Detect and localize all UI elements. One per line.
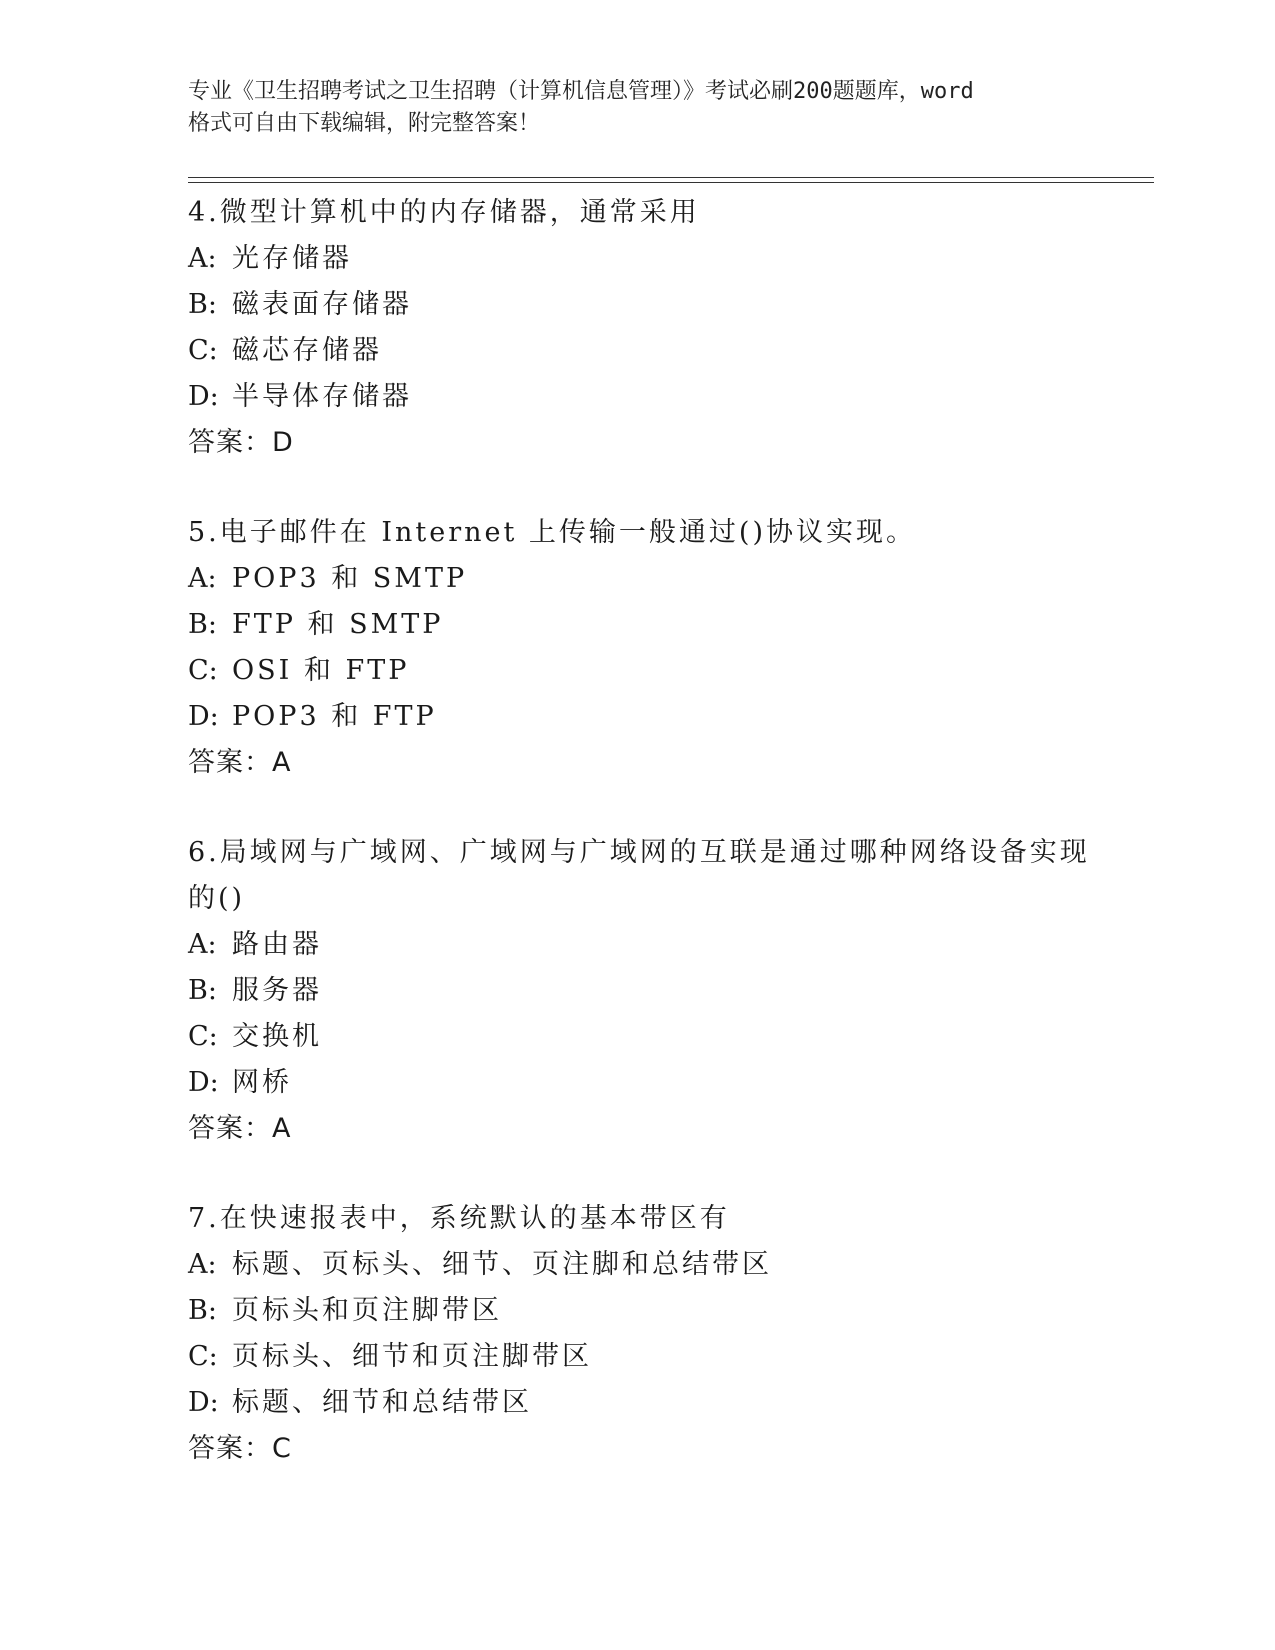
answer-text: 答案：A <box>188 747 292 778</box>
answer-text: 答案：C <box>188 1433 292 1464</box>
header-line-2: 格式可自由下载编辑，附完整答案！ <box>188 111 541 136</box>
option-text: 磁表面存储器 <box>232 289 412 320</box>
question-stem: 4.微型计算机中的内存储器，通常采用 <box>188 197 700 228</box>
option-d <box>188 374 1088 420</box>
option-key: A: <box>188 929 217 960</box>
question-6 <box>188 830 1088 1152</box>
option-text: 半导体存储器 <box>232 381 412 412</box>
option-text: 标题、页标头、细节、页注脚和总结带区 <box>232 1249 772 1280</box>
header-divider-top <box>188 177 1154 178</box>
option-key: B: <box>188 609 217 640</box>
option-key: D: <box>188 381 219 412</box>
option-text: 交换机 <box>232 1021 322 1052</box>
header-line-1: 专业《卫生招聘考试之卫生招聘（计算机信息管理）》考试必刷200题题库，word <box>188 79 974 104</box>
option-a <box>188 922 1088 968</box>
option-text: 路由器 <box>232 929 322 960</box>
option-key: B: <box>188 1295 217 1326</box>
option-text: 磁芯存储器 <box>232 335 382 366</box>
option-d <box>188 1060 1088 1106</box>
option-text: 页标头和页注脚带区 <box>232 1295 502 1326</box>
document-header <box>188 76 1088 140</box>
option-c <box>188 328 1088 374</box>
option-text: POP3 和 FTP <box>232 701 437 732</box>
option-b <box>188 602 1088 648</box>
answer-text: 答案：D <box>188 427 294 458</box>
option-b <box>188 968 1088 1014</box>
option-text: 页标头、细节和页注脚带区 <box>232 1341 592 1372</box>
option-text: FTP 和 SMTP <box>232 609 444 640</box>
option-text: OSI 和 FTP <box>232 655 410 686</box>
option-text: 光存储器 <box>232 243 352 274</box>
answer-text: 答案：A <box>188 1113 292 1144</box>
header-divider-bottom <box>188 182 1154 183</box>
option-key: D: <box>188 1387 219 1418</box>
option-key: C: <box>188 1341 218 1372</box>
option-key: A: <box>188 563 217 594</box>
option-key: C: <box>188 335 218 366</box>
option-key: B: <box>188 289 217 320</box>
option-a <box>188 1242 1088 1288</box>
option-a <box>188 556 1088 602</box>
question-7 <box>188 1196 1088 1472</box>
option-b <box>188 1288 1088 1334</box>
option-c <box>188 1014 1088 1060</box>
option-d <box>188 694 1088 740</box>
question-stem: 6.局域网与广域网、广域网与广域网的互联是通过哪种网络设备实现 <box>188 837 1090 868</box>
question-4 <box>188 190 1088 466</box>
option-key: D: <box>188 1067 219 1098</box>
question-list <box>188 190 1088 1516</box>
option-key: C: <box>188 1021 218 1052</box>
option-a <box>188 236 1088 282</box>
option-key: D: <box>188 701 219 732</box>
question-5 <box>188 510 1088 786</box>
option-text: POP3 和 SMTP <box>232 563 468 594</box>
question-stem: 7.在快速报表中，系统默认的基本带区有 <box>188 1203 730 1234</box>
option-b <box>188 282 1088 328</box>
question-stem: 5.电子邮件在 Internet 上传输一般通过()协议实现。 <box>188 517 917 548</box>
option-key: A: <box>188 1249 217 1280</box>
option-d <box>188 1380 1088 1426</box>
option-key: B: <box>188 975 217 1006</box>
option-text: 服务器 <box>232 975 322 1006</box>
option-c <box>188 648 1088 694</box>
question-stem-continued: 的() <box>188 883 246 914</box>
option-text: 网桥 <box>232 1067 292 1098</box>
option-key: A: <box>188 243 217 274</box>
option-text: 标题、细节和总结带区 <box>232 1387 532 1418</box>
option-c <box>188 1334 1088 1380</box>
option-key: C: <box>188 655 218 686</box>
